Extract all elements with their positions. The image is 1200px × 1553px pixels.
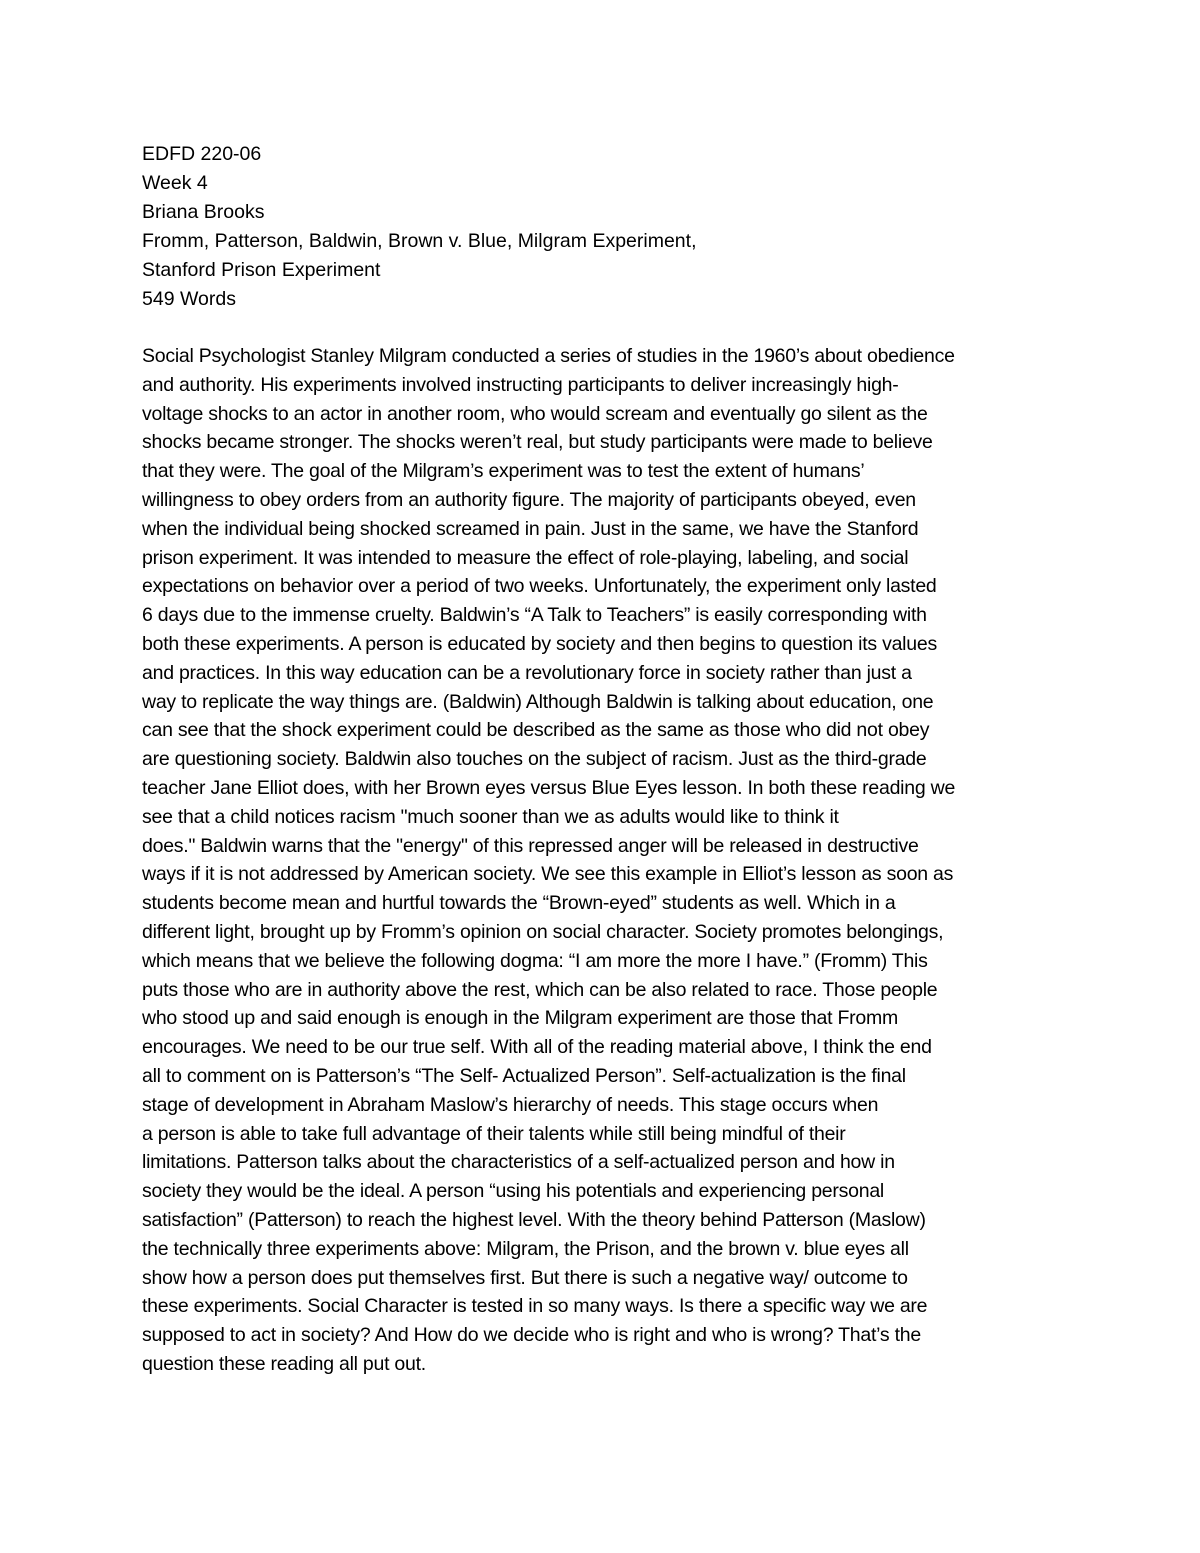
body-line: these experiments. Social Character is tested in so many ways. Is there a specific way we are — [142, 1295, 928, 1318]
body-line: limitations. Patterson talks about the characteristics of a self-actualized person and how in — [142, 1151, 895, 1174]
body-line: willingness to obey orders from an authority figure. The majority of participants obeyed, even — [142, 488, 916, 511]
body-line: see that a child notices racism "much sooner than we as adults would like to think it — [142, 805, 839, 828]
body-line: students become mean and hurtful towards the “Brown-eyed” students as well. Which in a — [142, 892, 896, 915]
body-line: voltage shocks to an actor in another room, who would scream and eventually go silent as the — [142, 402, 928, 425]
topics-line: Stanford Prison Experiment — [142, 258, 381, 281]
course-code: EDFD 220-06 — [142, 143, 262, 165]
body-line: question these reading all put out. — [142, 1352, 426, 1375]
body-line: which means that we believe the following dogma: “I am more the more I have.” (Fromm) This — [142, 949, 928, 972]
body-line: are questioning society. Baldwin also touches on the subject of racism. Just as the third-grade — [142, 748, 927, 771]
document-header — [142, 140, 1072, 313]
week-label: Week 4 — [142, 171, 208, 194]
body-line: both these experiments. A person is educated by society and then begins to question its values — [142, 632, 937, 655]
body-line: a person is able to take full advantage of their talents while still being mindful of their — [142, 1122, 846, 1145]
body-line: can see that the shock experiment could be described as the same as those who did not obey — [142, 719, 930, 742]
body-line: satisfaction” (Patterson) to reach the highest level. With the theory behind Patterson (Maslow) — [142, 1208, 926, 1231]
body-line: does." Baldwin warns that the "energy" of this repressed anger will be released in destructive — [142, 834, 919, 857]
body-line: shocks became stronger. The shocks weren’t real, but study participants were made to believe — [142, 431, 933, 454]
body-line: when the individual being shocked screamed in pain. Just in the same, we have the Stanford — [142, 517, 919, 540]
body-line: encourages. We need to be our true self. With all of the reading material above, I think the end — [142, 1036, 932, 1059]
topics-line: Fromm, Patterson, Baldwin, Brown v. Blue, Milgram Experiment, — [142, 229, 697, 252]
body-line: puts those who are in authority above the rest, which can be also related to race. Those people — [142, 978, 938, 1001]
body-line: who stood up and said enough is enough in the Milgram experiment are those that Fromm — [142, 1007, 898, 1030]
body-line: ways if it is not addressed by American society. We see this example in Elliot’s lesson as soon as — [142, 863, 954, 886]
body-line: supposed to act in society? And How do we decide who is right and who is wrong? That’s the — [142, 1324, 921, 1347]
essay-body — [142, 342, 1072, 1379]
body-line: that they were. The goal of the Milgram’s experiment was to test the extent of humans’ — [142, 460, 865, 483]
body-line: the technically three experiments above: Milgram, the Prison, and the brown v. blue eyes all — [142, 1237, 909, 1260]
body-line: 6 days due to the immense cruelty. Baldwin’s “A Talk to Teachers” is easily corresponding with — [142, 604, 927, 627]
body-line: Social Psychologist Stanley Milgram conducted a series of studies in the 1960’s about obedience — [142, 345, 955, 367]
body-line: show how a person does put themselves first. But there is such a negative way/ outcome to — [142, 1266, 908, 1289]
body-line: and practices. In this way education can be a revolutionary force in society rather than just a — [142, 661, 912, 684]
body-line: society they would be the ideal. A person “using his potentials and experiencing personal — [142, 1180, 884, 1203]
body-line: different light, brought up by Fromm’s opinion on social character. Society promotes belongings, — [142, 920, 944, 943]
body-line: all to comment on is Patterson’s “The Self- Actualized Person”. Self-actualization is the final — [142, 1064, 906, 1087]
word-count: 549 Words — [142, 287, 236, 310]
body-line: and authority. His experiments involved instructing participants to deliver increasingly high- — [142, 373, 899, 396]
body-line: way to replicate the way things are. (Baldwin) Although Baldwin is talking about education, one — [142, 690, 934, 713]
body-line: prison experiment. It was intended to measure the effect of role-playing, labeling, and social — [142, 546, 909, 569]
body-line: stage of development in Abraham Maslow’s hierarchy of needs. This stage occurs when — [142, 1093, 879, 1116]
body-line: teacher Jane Elliot does, with her Brown eyes versus Blue Eyes lesson. In both these reading we — [142, 776, 956, 799]
body-line: expectations on behavior over a period of two weeks. Unfortunately, the experiment only lasted — [142, 575, 937, 598]
author-name: Briana Brooks — [142, 200, 265, 223]
